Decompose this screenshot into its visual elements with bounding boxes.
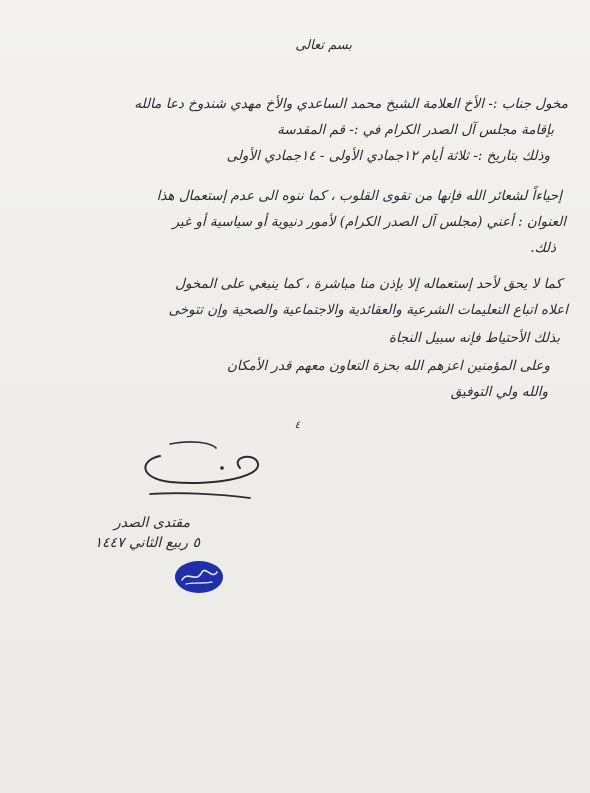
closing-line: وعلى المؤمنين اعزهم الله بحزة التعاون معهم قدر الأمكان [226, 358, 550, 374]
body-line: إحياءاً لشعائر الله فإنها من تقوى القلوب ، كما ننوه الى عدم إستعمال هذا [156, 188, 562, 204]
body-line: ذلك. [530, 240, 556, 256]
closing-line: والله ولي التوفيق [450, 384, 548, 400]
official-seal-stamp [174, 560, 224, 594]
handwritten-signature [130, 438, 270, 508]
date-line: وذلك بتاريخ :- ثلاثة أيام ١٢جمادي الأولى - ١٤جمادي الأولى [226, 148, 550, 164]
body-line: كما لا يحق لأحد إستعماله إلا بإذن منا مباشرة ، كما ينبغي على المخول [175, 276, 562, 292]
signature-date: ٥ ربيع الثاني ١٤٤٧ [94, 535, 200, 551]
body-line: العنوان : أعني (مجلس آل الصدر الكرام) لأمور دنيوية أو سياسية أو غير [172, 214, 566, 230]
addressee-line: مخول جناب :- الأخ العلامة الشيخ محمد الساعدي والأخ مهدي شندوخ دعا مالله [134, 96, 568, 112]
signatory-name: مقتدى الصدر [114, 515, 190, 531]
body-line: اعلاه اتباع التعليمات الشرعية والعقائدية والاجتماعية والصحية وإن تتوخى [168, 302, 568, 318]
margin-mark: ٤ [294, 420, 300, 431]
basmala: بسم تعالى [295, 38, 352, 53]
location-line: بإقامة مجلس آل الصدر الكرام في :- قم المقدسة [277, 122, 554, 138]
body-line: بذلك الأحتياط فإنه سبيل النجاة [388, 330, 560, 346]
